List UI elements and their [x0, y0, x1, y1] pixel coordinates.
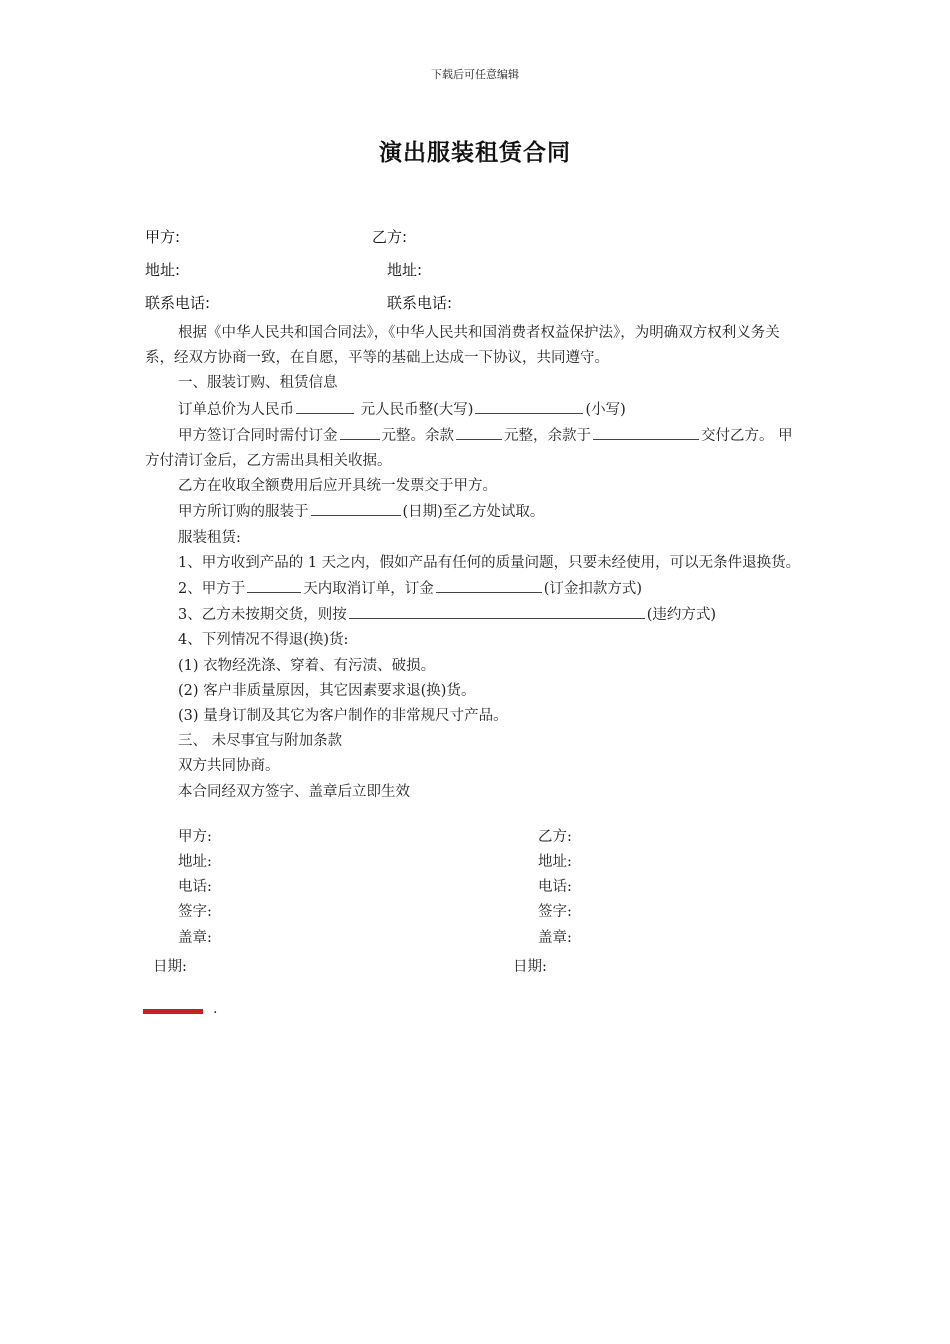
price-text-c: (小写) — [585, 401, 626, 418]
rental-item-1: 1、甲方收到产品的 1 天之内，假如产品有任何的质量问题，只要未经使用，可以无条件退换货。 — [178, 554, 801, 571]
sign-phone-b: 电话: — [538, 879, 572, 895]
rental-item-4: 4、下列情况不得退(换)货: — [178, 632, 349, 649]
intro-paragraph: 根据《中华人民共和国合同法》，《中华人民共和国消费者权益保护法》，为明确双方权利义务关系，经双方协商一致，在自愿，平等的基础上达成一下协议，共同遵守。 — [145, 325, 780, 367]
sign-address-a: 地址: — [178, 854, 212, 870]
date-a-label: 日期: — [153, 959, 187, 975]
sign-signature-b: 签字: — [538, 904, 572, 920]
invoice-line: 乙方在收取全额费用后应开具统一发票交于甲方。 — [178, 478, 497, 495]
condition-3: (3) 量身订制及其它为客户制作的非常规尺寸产品。 — [178, 708, 508, 725]
balance-blank — [456, 423, 502, 440]
date-b-label: 日期: — [513, 959, 547, 975]
price-blank-amount — [296, 397, 354, 414]
sign-party-b: 乙方: — [538, 829, 572, 845]
footer-red-bar — [143, 1009, 203, 1014]
section-3-heading: 三、 未尽事宜与附加条款 — [178, 733, 343, 750]
header-note: 下载后可任意编辑 — [431, 68, 519, 81]
contract-title: 演出服装租赁合同 — [379, 140, 571, 166]
rental-item-3 — [145, 602, 807, 628]
party-b-label: 乙方: — [372, 228, 408, 246]
item2-text-b: 天内取消订单，订金 — [303, 581, 434, 598]
sign-party-a: 甲方: — [178, 829, 212, 845]
sign-phone-a: 电话: — [178, 879, 212, 895]
rental-heading: 服装租赁: — [178, 529, 241, 546]
deposit-text-b: 元整。余款 — [381, 427, 454, 444]
sign-seal-a: 盖章: — [178, 930, 212, 946]
sign-address-b: 地址: — [538, 854, 572, 870]
condition-2: (2) 客户非质量原因，其它因素要求退(换)货。 — [178, 682, 476, 699]
price-text-a: 订单总价为人民币 — [178, 401, 294, 418]
price-text-b: 元人民币整(大写) — [360, 401, 474, 418]
penalty-blank — [349, 602, 645, 619]
address-b-label: 地址: — [387, 261, 423, 279]
deposit-text-d: 交付乙方。 甲方付清订金后，乙方需出具相关收据。 — [145, 427, 793, 470]
footer-dot: . — [213, 1001, 218, 1017]
address-a-label: 地址: — [145, 261, 181, 279]
item3-text-b: (违约方式) — [646, 607, 717, 624]
pickup-line — [145, 499, 807, 525]
rental-item-2 — [145, 576, 807, 602]
item2-text-c: (订金扣款方式) — [543, 581, 643, 598]
sign-signature-a: 签字: — [178, 904, 212, 920]
deposit-blank — [340, 423, 380, 440]
effective-line: 本合同经双方签字、盖章后立即生效 — [178, 783, 410, 800]
phone-a-label: 联系电话: — [145, 294, 211, 312]
item2-text-a: 2、甲方于 — [178, 581, 246, 598]
pickup-text-a: 甲方所订购的服装于 — [178, 504, 309, 521]
deposit-paragraph — [145, 423, 807, 474]
deposit-deduction-blank — [436, 576, 542, 593]
price-line — [145, 397, 807, 423]
balance-date-blank — [593, 423, 699, 440]
negotiate-line: 双方共同协商。 — [178, 758, 280, 775]
party-a-label: 甲方: — [145, 228, 181, 246]
condition-1: (1) 衣物经洗涤、穿着、有污渍、破损。 — [178, 657, 436, 674]
item3-text-a: 3、乙方未按期交货，则按 — [178, 607, 347, 624]
price-blank-figure — [475, 397, 583, 414]
cancel-days-blank — [247, 576, 301, 593]
phone-b-label: 联系电话: — [387, 294, 453, 312]
pickup-text-b: (日期)至乙方处试取。 — [402, 504, 545, 521]
deposit-text-a: 甲方签订合同时需付订金 — [178, 427, 338, 444]
section-1-heading: 一、服装订购、租赁信息 — [178, 375, 338, 392]
pickup-date-blank — [311, 499, 401, 516]
deposit-text-c: 元整，余款于 — [504, 427, 591, 444]
sign-seal-b: 盖章: — [538, 930, 572, 946]
contract-body — [145, 321, 807, 805]
